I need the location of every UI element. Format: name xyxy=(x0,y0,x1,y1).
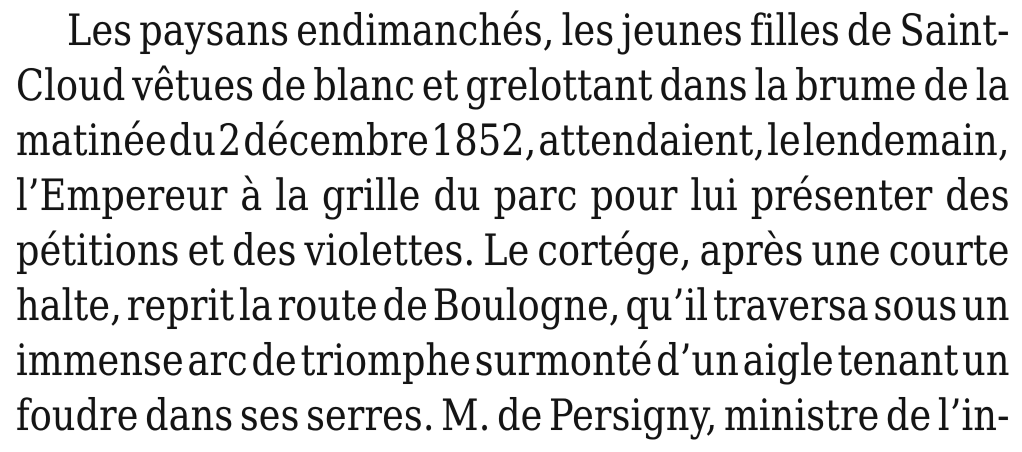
text-line xyxy=(16,4,1010,59)
word: pour xyxy=(590,171,678,221)
word: blanc xyxy=(313,61,416,111)
word: brume xyxy=(795,61,917,111)
word: un xyxy=(962,281,1010,331)
word: jeunes xyxy=(621,6,743,56)
word: route xyxy=(277,281,378,331)
word: grille xyxy=(321,171,421,221)
word: reprit xyxy=(126,281,235,331)
word: 1852, xyxy=(430,116,537,166)
word: les xyxy=(561,6,615,56)
word: triomphe xyxy=(300,336,472,386)
word: tenant xyxy=(837,336,959,386)
word: la xyxy=(275,171,310,221)
word: de xyxy=(261,61,307,111)
word: d’un xyxy=(656,336,739,386)
word: aigle xyxy=(742,336,834,386)
word: de xyxy=(497,391,543,441)
word: M. xyxy=(441,391,491,441)
text-line xyxy=(16,59,1010,114)
text-line xyxy=(16,389,1010,444)
text-line xyxy=(16,114,1010,169)
word: lendemain, xyxy=(802,116,1010,166)
word: foudre xyxy=(16,391,139,441)
word: des xyxy=(945,171,1010,221)
word: un xyxy=(962,336,1010,386)
word: paysans xyxy=(139,6,290,56)
word: Les xyxy=(67,6,133,56)
word: l’Empereur xyxy=(16,171,228,221)
word: dans xyxy=(145,391,234,441)
word: la xyxy=(754,61,789,111)
word: matinée xyxy=(16,116,167,166)
word: de xyxy=(847,6,893,56)
word: de xyxy=(251,336,297,386)
word: le xyxy=(767,116,801,166)
text-line xyxy=(16,224,1010,279)
word: attendaient, xyxy=(538,116,766,166)
word: filles xyxy=(749,6,840,56)
text-line xyxy=(16,279,1010,334)
word: de xyxy=(885,391,932,441)
word: qu’il xyxy=(625,281,709,331)
word: 2 xyxy=(218,116,242,166)
word: du xyxy=(168,116,217,166)
word: endimanchés, xyxy=(296,6,555,56)
word: à xyxy=(240,171,263,221)
word: arc xyxy=(187,336,248,386)
word: immense xyxy=(16,336,184,386)
word: la xyxy=(239,281,273,331)
word: pétitions xyxy=(16,226,180,276)
word: Saint- xyxy=(899,6,1010,56)
word: Persigny, xyxy=(549,391,718,441)
word: cortége, xyxy=(537,226,692,276)
word: traversa xyxy=(713,281,869,331)
word: une xyxy=(811,226,881,276)
word: parc xyxy=(493,171,578,221)
word: Cloud xyxy=(16,61,126,111)
word: après xyxy=(699,226,804,276)
word: violettes. xyxy=(304,226,476,276)
word: grelottant xyxy=(465,61,653,111)
word: dans xyxy=(659,61,748,111)
word: surmonté xyxy=(474,336,653,386)
word: sous xyxy=(873,281,958,331)
word: de xyxy=(382,281,429,331)
word: présenter xyxy=(750,171,933,221)
word: et xyxy=(187,226,225,276)
word: lui xyxy=(690,171,738,221)
word: Boulogne, xyxy=(432,281,621,331)
text-line xyxy=(16,334,1010,389)
word: la xyxy=(975,61,1010,111)
word: l’in- xyxy=(937,391,1010,441)
word: et xyxy=(421,61,459,111)
word: serres. xyxy=(306,391,435,441)
word: des xyxy=(232,226,297,276)
word: du xyxy=(433,171,481,221)
word: courte xyxy=(888,226,1010,276)
word: ses xyxy=(239,391,300,441)
word: halte, xyxy=(16,281,122,331)
paragraph-text-block xyxy=(16,4,1010,444)
text-line xyxy=(16,169,1010,224)
word: Le xyxy=(483,226,530,276)
word: ministre xyxy=(723,391,880,441)
word: décembre xyxy=(243,116,430,166)
word: de xyxy=(923,61,969,111)
word: vêtues xyxy=(132,61,255,111)
